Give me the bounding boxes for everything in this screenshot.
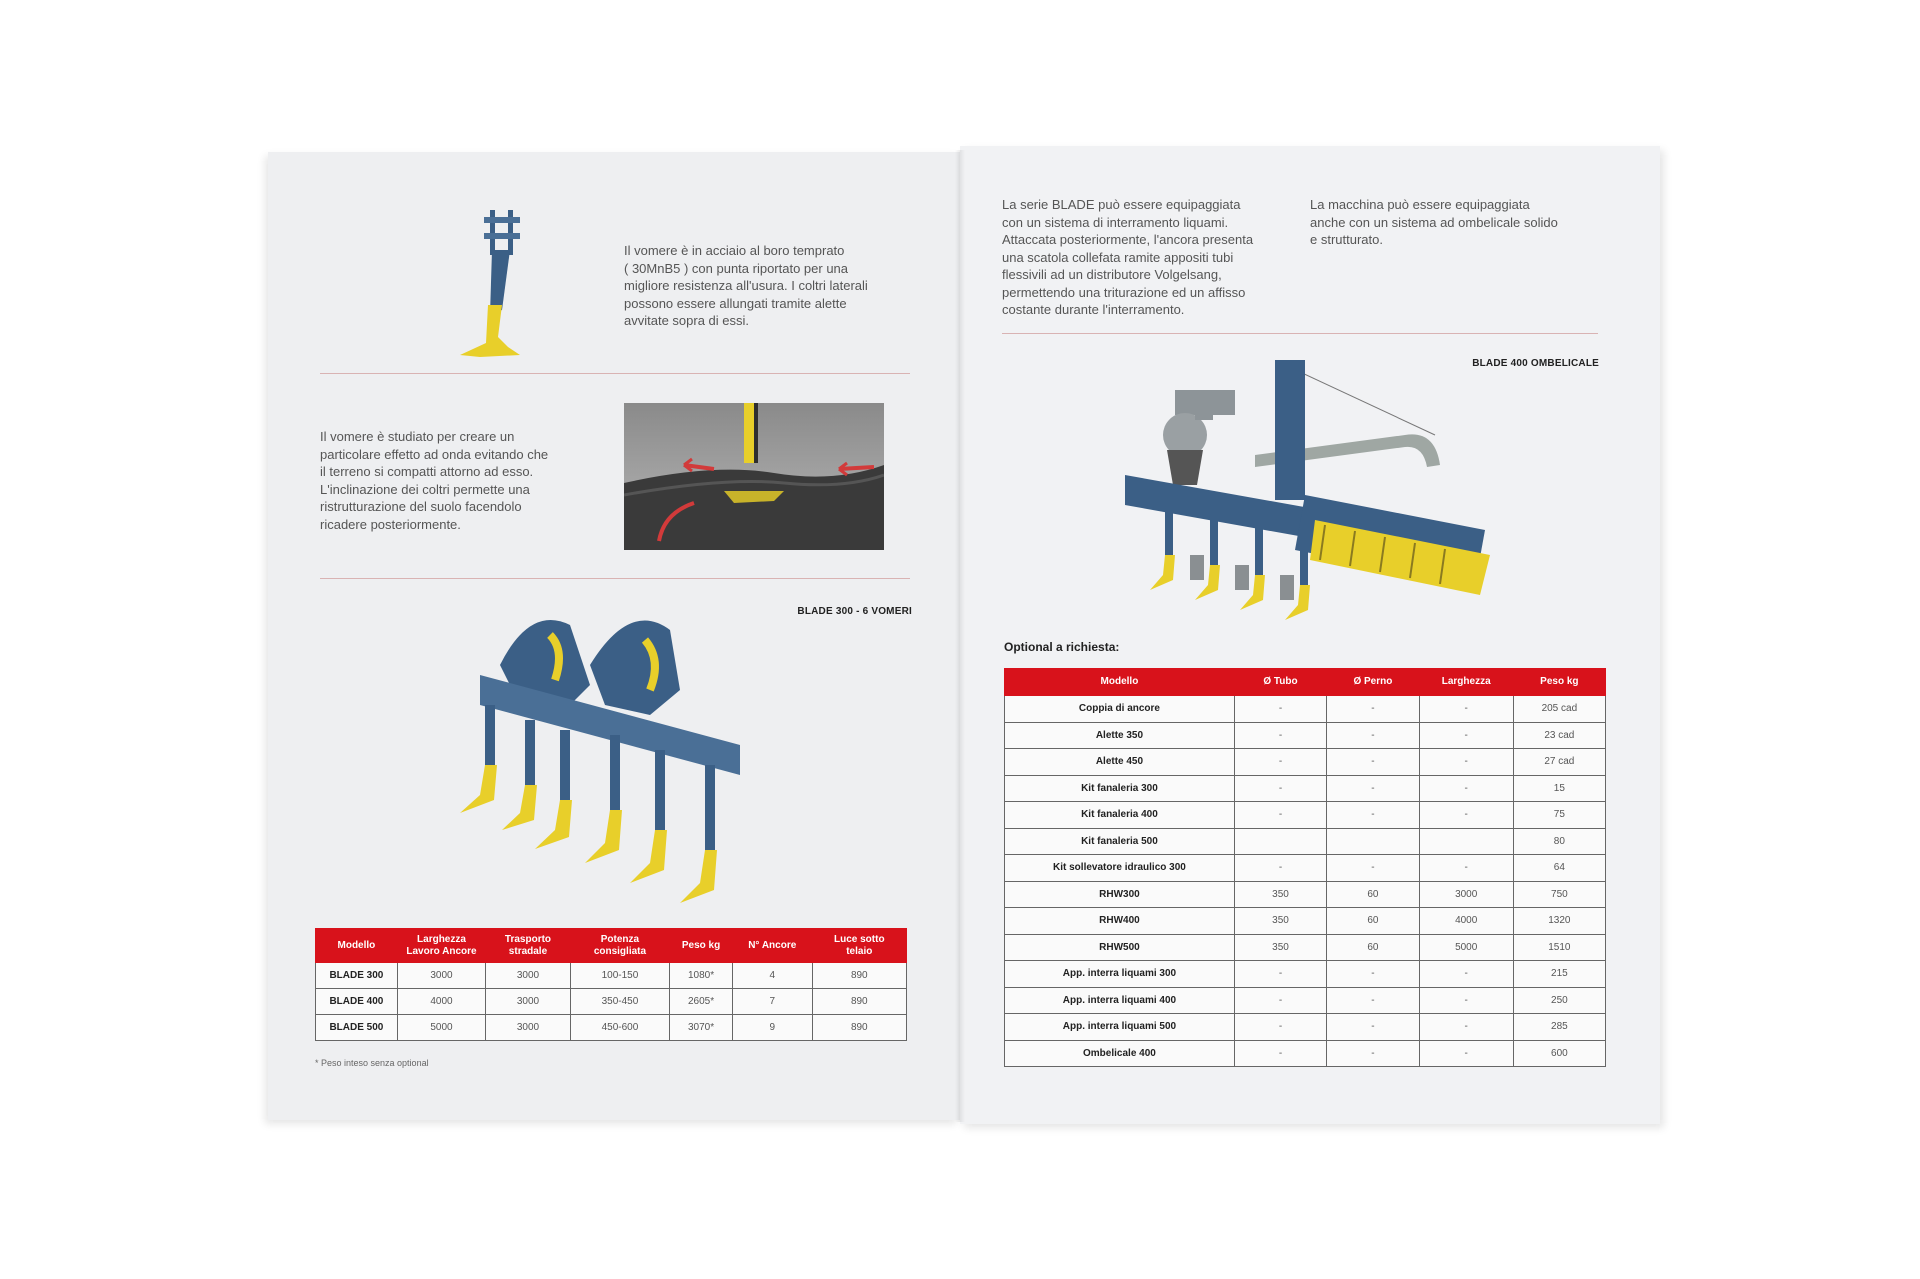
- column-header: Modello: [316, 929, 398, 963]
- table-cell: 9: [732, 1015, 812, 1041]
- figure-caption: BLADE 400 OMBELICALE: [1472, 358, 1599, 369]
- table-cell: -: [1234, 1014, 1326, 1041]
- column-header: Modello: [1005, 669, 1235, 696]
- table-row: [316, 1015, 907, 1041]
- table-cell: -: [1327, 696, 1420, 723]
- table-cell: Kit sollevatore idraulico 300: [1005, 855, 1235, 882]
- table-cell: Alette 450: [1005, 749, 1235, 776]
- table-cell: App. interra liquami 300: [1005, 961, 1235, 988]
- table-row: [1005, 696, 1606, 723]
- table-cell: RHW400: [1005, 908, 1235, 935]
- table-cell: Ombelicale 400: [1005, 1040, 1235, 1067]
- table-cell: 64: [1513, 855, 1605, 882]
- table-cell: Kit fanaleria 500: [1005, 828, 1235, 855]
- table-cell: -: [1234, 987, 1326, 1014]
- table-row: [1005, 828, 1606, 855]
- table-cell: -: [1234, 696, 1326, 723]
- table-cell: 1320: [1513, 908, 1605, 935]
- column-header: Ø Perno: [1327, 669, 1420, 696]
- table-cell: -: [1419, 1040, 1513, 1067]
- table-cell: -: [1234, 855, 1326, 882]
- table-cell: 60: [1327, 934, 1420, 961]
- soil-wave-diagram: [624, 403, 884, 550]
- table-cell: Kit fanaleria 400: [1005, 802, 1235, 829]
- table-cell: -: [1327, 775, 1420, 802]
- table-cell: App. interra liquami 400: [1005, 987, 1235, 1014]
- table-cell: -: [1419, 961, 1513, 988]
- optional-table: [1004, 668, 1606, 1067]
- table-cell: -: [1234, 749, 1326, 776]
- table-cell: BLADE 500: [316, 1015, 398, 1041]
- table-cell: 3000: [397, 963, 485, 989]
- column-header: N° Ancore: [732, 929, 812, 963]
- table-cell: -: [1419, 1014, 1513, 1041]
- table-cell: 350-450: [570, 989, 669, 1015]
- table-row: [1005, 908, 1606, 935]
- table-cell: 350: [1234, 934, 1326, 961]
- table-cell: 27 cad: [1513, 749, 1605, 776]
- table-cell: 23 cad: [1513, 722, 1605, 749]
- blade-400-umbilical-image: [1105, 355, 1525, 635]
- table-row: [1005, 881, 1606, 908]
- table-cell: 4000: [1419, 908, 1513, 935]
- table-cell: 75: [1513, 802, 1605, 829]
- slurry-system-description: La serie BLADE può essere equipaggiata con un sistema di interramento liquami. Attaccata posteriormente, l'ancora presenta una scatola collefata ramite appositi tubi flessivili ad un distributore Volgelsang, permettendo una triturazione ed un affisso costante durante l'interramento.: [1002, 197, 1254, 317]
- table-cell: 3000: [486, 1015, 571, 1041]
- blade-spec-table: [315, 928, 907, 1041]
- table-cell: -: [1327, 722, 1420, 749]
- table-cell: -: [1327, 1014, 1420, 1041]
- table-cell: [1419, 828, 1513, 855]
- table-cell: 5000: [397, 1015, 485, 1041]
- wave-effect-description: Il vomere è studiato per creare un particolare effetto ad onda evitando che il terreno si compatti attorno ad esso. L'inclinazione dei coltri permette una ristrutturazione del suolo facendolo ricadere posteriormente.: [320, 429, 549, 532]
- table-cell: -: [1327, 802, 1420, 829]
- table-cell: 890: [812, 963, 906, 989]
- table-cell: 350: [1234, 881, 1326, 908]
- table-cell: 4000: [397, 989, 485, 1015]
- share-description: Il vomere è in acciaio al boro temprato ( 30MnB5 ) con punta riportato per una migliore resistenza all'usura. I coltri laterali possono essere allungati tramite alette avvitate sopra di essi.: [624, 243, 868, 328]
- table-cell: -: [1419, 855, 1513, 882]
- table-row: [1005, 855, 1606, 882]
- divider: [1002, 333, 1598, 334]
- table-cell: Kit fanaleria 300: [1005, 775, 1235, 802]
- table-row: [1005, 749, 1606, 776]
- table-cell: [1234, 828, 1326, 855]
- table-cell: 450-600: [570, 1015, 669, 1041]
- table-cell: 350: [1234, 908, 1326, 935]
- table-cell: -: [1327, 855, 1420, 882]
- table-row: [316, 989, 907, 1015]
- table-row: [1005, 934, 1606, 961]
- table-cell: 5000: [1419, 934, 1513, 961]
- column-header: Peso kg: [1513, 669, 1605, 696]
- umbilical-system-description: La macchina può essere equipaggiata anche con un sistema ad ombelicale solido e strutturato.: [1310, 197, 1558, 247]
- table-cell: 4: [732, 963, 812, 989]
- table-cell: -: [1419, 802, 1513, 829]
- table-cell: 7: [732, 989, 812, 1015]
- table-cell: 60: [1327, 908, 1420, 935]
- table-cell: [1327, 828, 1420, 855]
- table-row: [1005, 987, 1606, 1014]
- table-row: [1005, 775, 1606, 802]
- table-cell: BLADE 400: [316, 989, 398, 1015]
- table-cell: Coppia di ancore: [1005, 696, 1235, 723]
- table-cell: 60: [1327, 881, 1420, 908]
- table-cell: 100-150: [570, 963, 669, 989]
- table-cell: -: [1419, 696, 1513, 723]
- blade-300-image: [440, 605, 780, 905]
- table-row: [1005, 1040, 1606, 1067]
- table-cell: -: [1419, 987, 1513, 1014]
- divider: [320, 578, 910, 579]
- table-cell: 600: [1513, 1040, 1605, 1067]
- table-row: [1005, 802, 1606, 829]
- table-cell: -: [1234, 1040, 1326, 1067]
- column-header: Trasporto stradale: [486, 929, 571, 963]
- column-header: Potenza consigliata: [570, 929, 669, 963]
- table-cell: 285: [1513, 1014, 1605, 1041]
- table-cell: -: [1234, 722, 1326, 749]
- table-cell: -: [1419, 749, 1513, 776]
- table-cell: 3000: [486, 963, 571, 989]
- table-row: [1005, 722, 1606, 749]
- table-cell: 750: [1513, 881, 1605, 908]
- share-image: [430, 205, 540, 365]
- table-cell: BLADE 300: [316, 963, 398, 989]
- table-cell: 3000: [1419, 881, 1513, 908]
- column-header: Larghezza: [1419, 669, 1513, 696]
- column-header: Peso kg: [670, 929, 733, 963]
- table-cell: 15: [1513, 775, 1605, 802]
- table-cell: 1080*: [670, 963, 733, 989]
- table-cell: 80: [1513, 828, 1605, 855]
- footnote: * Peso inteso senza optional: [315, 1058, 429, 1068]
- table-cell: 1510: [1513, 934, 1605, 961]
- table-row: [316, 963, 907, 989]
- table-cell: -: [1327, 987, 1420, 1014]
- table-cell: -: [1234, 775, 1326, 802]
- table-cell: RHW300: [1005, 881, 1235, 908]
- column-header: Ø Tubo: [1234, 669, 1326, 696]
- optional-label: Optional a richiesta:: [1004, 640, 1120, 654]
- table-cell: -: [1327, 749, 1420, 776]
- table-cell: 3070*: [670, 1015, 733, 1041]
- table-cell: -: [1327, 1040, 1420, 1067]
- table-cell: Alette 350: [1005, 722, 1235, 749]
- figure-caption: BLADE 300 - 6 VOMERI: [797, 606, 912, 617]
- table-cell: 215: [1513, 961, 1605, 988]
- column-header: Larghezza Lavoro Ancore: [397, 929, 485, 963]
- table-cell: 890: [812, 989, 906, 1015]
- table-cell: App. interra liquami 500: [1005, 1014, 1235, 1041]
- column-header: Luce sotto telaio: [812, 929, 906, 963]
- table-cell: 250: [1513, 987, 1605, 1014]
- table-cell: -: [1327, 961, 1420, 988]
- table-cell: 890: [812, 1015, 906, 1041]
- page-fold: [955, 150, 965, 1122]
- table-cell: 205 cad: [1513, 696, 1605, 723]
- table-cell: -: [1234, 961, 1326, 988]
- table-cell: RHW500: [1005, 934, 1235, 961]
- table-cell: 3000: [486, 989, 571, 1015]
- table-cell: -: [1419, 722, 1513, 749]
- table-cell: 2605*: [670, 989, 733, 1015]
- table-cell: -: [1419, 775, 1513, 802]
- table-row: [1005, 1014, 1606, 1041]
- table-row: [1005, 961, 1606, 988]
- divider: [320, 373, 910, 374]
- table-cell: -: [1234, 802, 1326, 829]
